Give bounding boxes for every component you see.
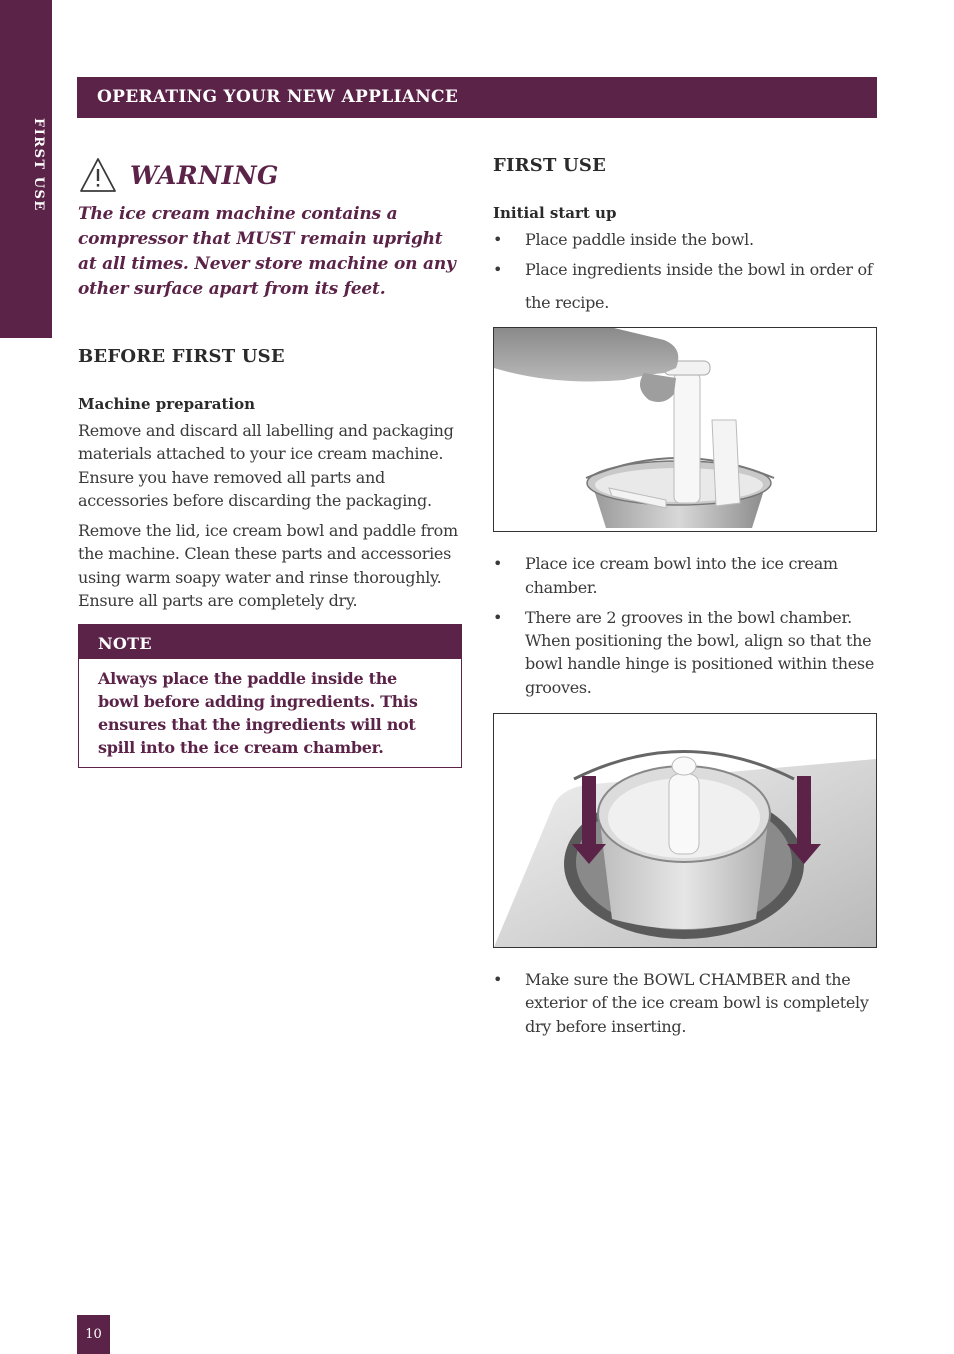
bullet-text: Place ice cream bowl into the ice cream chamber. — [525, 554, 838, 597]
initial-start-up-title: Initial start up — [493, 204, 617, 222]
bullet-list-a — [493, 228, 877, 319]
left-column — [78, 150, 462, 768]
warning-title: WARNING — [130, 160, 279, 190]
section-header — [77, 77, 877, 118]
bullet-text: There are 2 grooves in the bowl chamber. When positioning the bowl, align so that the bowl handle hinge is positioned within these grooves. — [525, 607, 874, 697]
right-column — [493, 150, 877, 1045]
bullet-marker: • — [493, 554, 503, 574]
bowl-chamber-photo — [493, 713, 877, 948]
bullet-text: Make sure the BOWL CHAMBER and the exterior of the ice cream bowl is completely dry before inserting. — [525, 970, 869, 1036]
first-use-title: FIRST USE — [493, 155, 607, 176]
list-item — [493, 228, 877, 251]
list-item — [493, 253, 877, 319]
warning-triangle-icon — [78, 155, 118, 195]
preparation-paragraph-2: Remove the lid, ice cream bowl and paddle from the machine. Clean these parts and accessories using warm soapy water and rinse thoroughly. Ensure all parts are completely dry. — [78, 521, 458, 611]
page-number: 10 — [77, 1315, 110, 1354]
warning-heading — [78, 150, 462, 200]
section-header-title: OPERATING YOUR NEW APPLIANCE — [97, 87, 459, 107]
paddle-illustration — [494, 328, 876, 531]
warning-text: The ice cream machine contains a compressor that MUST remain upright at all times. Never store machine on any other surface apart from its feet. — [78, 204, 456, 299]
bowl-chamber-illustration — [494, 714, 876, 947]
before-first-use-title: BEFORE FIRST USE — [78, 346, 285, 367]
bullet-list-b — [493, 552, 877, 699]
note-title: NOTE — [79, 625, 461, 659]
note-box — [78, 624, 462, 768]
bullet-list-c — [493, 968, 877, 1038]
bullet-marker: • — [493, 260, 503, 280]
machine-preparation-title: Machine preparation — [78, 395, 256, 413]
bullet-text: Place ingredients inside the bowl in order of the recipe. — [525, 260, 873, 313]
bullet-marker: • — [493, 230, 503, 249]
paddle-photo — [493, 327, 877, 532]
bullet-text: Place paddle inside the bowl. — [525, 230, 754, 249]
bullet-marker: • — [493, 607, 503, 627]
bullet-marker: • — [493, 970, 503, 990]
list-item — [493, 552, 877, 599]
list-item — [493, 606, 877, 699]
side-tab-label: FIRST USE — [31, 118, 46, 212]
side-tab — [0, 0, 52, 338]
note-text: Always place the paddle inside the bowl before adding ingredients. This ensures that the ingredients will not spill into the ice cream chamber. — [98, 669, 418, 758]
preparation-paragraph-1: Remove and discard all labelling and packaging materials attached to your ice cream machine. Ensure you have removed all parts and accessories before discarding the packaging. — [78, 421, 454, 510]
list-item — [493, 968, 877, 1038]
